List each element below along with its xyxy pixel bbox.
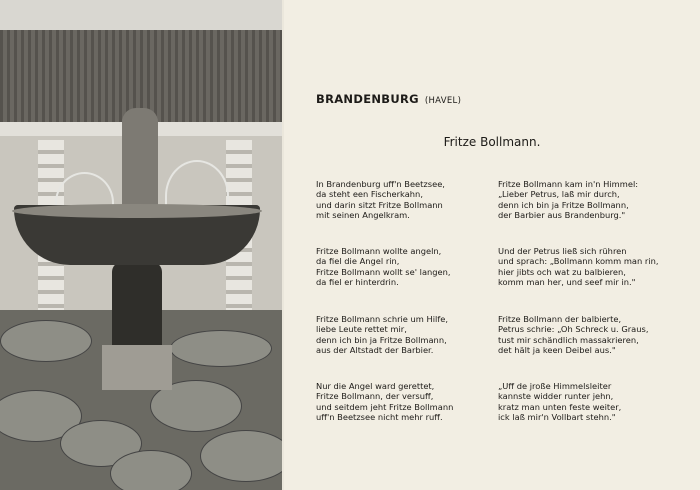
stanza: Fritze Bollmann kam in'n Himmel: „Lieber Petrus, laß mir durch, denn ich bin ja Fritze Bollmann, der Barbier aus Brandenburg." [498, 179, 639, 221]
stanza: In Brandenburg uff'n Beetzsee, da steht een Fischerkahn, und darin sitzt Fritze Bollmann mit seinen Angelkram. [316, 179, 445, 221]
sky [0, 0, 282, 32]
leaf [200, 430, 282, 482]
city-name: BRANDENBURG [316, 92, 419, 106]
stanza: Fritze Bollmann der balbierte, Petrus schrie: „Oh Schreck u. Graus, tust mir schändlich massakrieren, det hält ja keen Deibel aus." [498, 314, 649, 356]
region-name: (HAVEL) [424, 96, 462, 106]
poem-title: Fritze Bollmann. [443, 135, 541, 149]
fountain-base [102, 345, 172, 390]
page-title [316, 92, 461, 106]
stanza: Und der Petrus ließ sich rühren und sprach: „Bollmann komm man rin, hier jibts och wat zu balbieren, komm man her, und seef mir in." [498, 246, 659, 288]
leaf [0, 320, 92, 362]
stanza: Nur die Angel ward gerettet, Fritze Bollmann, der versuff, und seitdem jeht Fritze Bollmann uff'n Beetzsee nicht mehr ruff. [316, 381, 454, 423]
stanza: „Uff de jroße Himmelsleiter kannste widder runter jehn, kratz man unten feste weiter, ick laß mir'n Vollbart stehn." [498, 381, 622, 423]
fountain-photo [0, 0, 282, 490]
leaf [170, 330, 272, 367]
fisherman-statue [122, 108, 158, 208]
stanza: Fritze Bollmann schrie um Hilfe, liebe Leute rettet mir, denn ich bin ja Fritze Bollmann, aus der Altstadt der Barbier. [316, 314, 449, 356]
stanza: Fritze Bollmann wollte angeln, da fiel die Angel rin, Fritze Bollmann wollt se' langen, da fiel er hinterdrin. [316, 246, 451, 288]
leaf [110, 450, 192, 490]
fountain-rim [12, 204, 262, 218]
text-panel [284, 0, 700, 490]
